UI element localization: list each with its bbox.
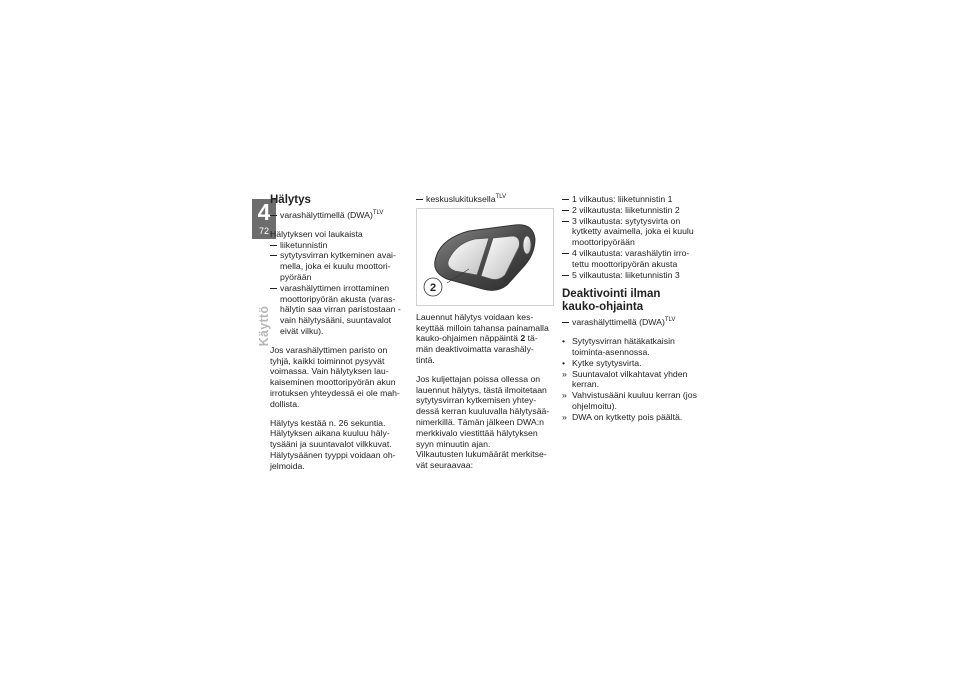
step-marker: • — [562, 357, 566, 368]
dash-marker — [270, 255, 277, 256]
requirement-item: varashälyttimellä (DWA)$^{TLV}$ — [270, 210, 406, 221]
dash-marker — [270, 245, 277, 246]
blink-item: 2 vilkautusta: liiketunnistin 2 — [562, 205, 698, 216]
key-button-3 — [523, 236, 531, 254]
step-item: • Kytke sytytysvirta. — [562, 357, 642, 368]
requirement-list — [562, 317, 698, 328]
chapter-side-label: Käyttö — [257, 305, 271, 347]
result-item: » DWA on kytketty pois päältä. — [562, 411, 683, 422]
result-marker: » — [562, 411, 567, 422]
blink-list — [562, 194, 698, 280]
dash-marker — [270, 288, 277, 289]
result-marker: » — [562, 368, 567, 379]
requirement-item: varashälyttimellä (DWA)$^{TLV}$ — [562, 317, 698, 328]
column-alarm — [270, 194, 406, 472]
dash-marker — [562, 221, 569, 222]
dash-marker — [562, 199, 569, 200]
absence-paragraph: Jos kuljettajan poissa ollessa on lauennut hälytys, tästä ilmoitetaan sytytysvirran kytkemisen yhtey-dessä kerran kuuluvalla hälytysää-nimerkillä. Tämän jälkeen DWA:n merkkivalo viestittää hälytyksen syyn minuutin ajan. — [416, 373, 550, 449]
step-list — [562, 336, 698, 422]
dash-marker — [562, 275, 569, 276]
trigger-item: sytytysvirran kytkeminen avai-mella, joka ei kuulu moottori-pyörään — [270, 250, 406, 282]
trigger-list — [270, 240, 406, 337]
battery-paragraph: Jos varashälyttimen paristo on tyhjä, kaikki toiminnot pysyvät voimassa. Vain hälytyksen lau-kaiseminen moottoripyörän akun irrotuksen yhteydessä ei ole mah-dollista. — [270, 344, 400, 409]
remote-key-figure — [416, 208, 554, 306]
remote-key-illustration — [417, 209, 553, 305]
trigger-item: varashälyttimen irrottaminen moottoripyörän akusta (varas-hälytin saa virran paristostaan - vain hälytysääni, suuntavalot eivät vilku). — [270, 283, 406, 337]
blink-intro: Vilkautusten lukumäärät merkitse-vät seuraavaa: — [416, 449, 547, 471]
requirement-list — [416, 194, 552, 205]
column-remote — [416, 194, 552, 471]
blink-item: 3 vilkautusta: sytytysvirta on kytketty avaimella, joka ei kuulu moottoripyörään — [562, 216, 698, 248]
result-marker: » — [562, 390, 567, 401]
heading-deactivation: Deaktivointi ilman kauko-ohjainta — [562, 288, 661, 314]
step-item: • Sytytysvirran hätäkatkaisin toiminta-asennossa. — [562, 336, 675, 357]
step-marker: • — [562, 336, 566, 347]
callout-label: 2 — [429, 281, 437, 294]
dash-marker — [270, 215, 277, 216]
trigger-item: liiketunnistin — [270, 240, 406, 251]
blink-item: 1 vilkautus: liiketunnistin 1 — [562, 194, 698, 205]
requirement-list — [270, 210, 406, 221]
dash-marker — [416, 199, 423, 200]
chapter-number: 4 — [257, 199, 271, 225]
dash-marker — [562, 210, 569, 211]
page-number: 72 — [258, 226, 269, 236]
heading-alarm: Hälytys — [270, 194, 311, 206]
requirement-item: keskuslukituksella$^{TLV}$ — [416, 194, 552, 205]
result-item: » Suuntavalot vilkahtavat yhden kerran. — [562, 368, 688, 390]
column-deactivation — [562, 194, 698, 423]
trigger-intro: Hälytyksen voi laukaista — [270, 228, 363, 239]
result-item: » Vahvistusääni kuuluu kerran (jos ohjelmoitu). — [562, 390, 697, 411]
dash-marker — [562, 253, 569, 254]
dash-marker — [562, 322, 569, 323]
interrupt-paragraph: Lauennut hälytys voidaan kes-keyttää milloin tahansa painamalla kauko-ohjaimen näppäintä 2 tä-män deaktivoimatta varashäly-tintä. — [416, 311, 549, 365]
blink-item: 5 vilkautusta: liiketunnistin 3 — [562, 270, 698, 281]
blink-item: 4 vilkautusta: varashälytin irro-tettu moottoripyörän akusta — [562, 248, 698, 270]
duration-paragraph: Hälytys kestää n. 26 sekuntia. Hälytyksen aikana kuuluu häly-tysääni ja suuntavalot vilkkuvat. Hälytysäänen tyyppi voidaan oh-jelmoida. — [270, 417, 396, 471]
